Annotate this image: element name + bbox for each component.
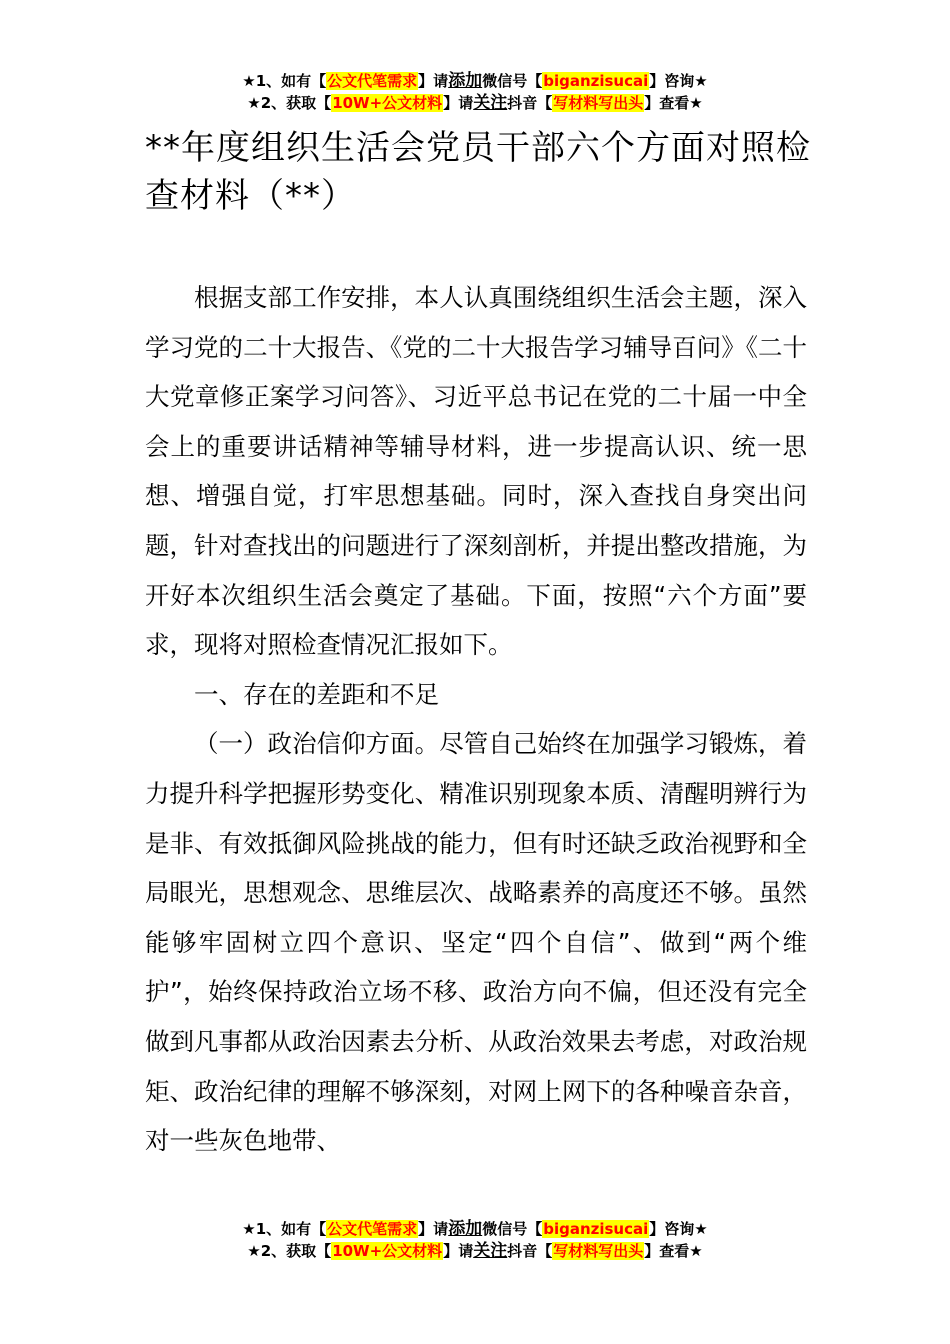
promo-text: 】请 <box>443 1242 474 1260</box>
document-title: **年度组织生活会党员干部六个方面对照检查材料（**） <box>145 128 811 216</box>
promo-highlight: biganzisucai <box>543 1220 649 1238</box>
promo-text: ★1、如有【 <box>242 72 327 90</box>
section-heading: 一、存在的差距和不足 <box>194 679 439 709</box>
promo-text: 】咨询★ <box>649 72 708 90</box>
promo-line-1 <box>0 70 950 92</box>
promo-underline: 添加 <box>448 1219 483 1239</box>
promo-underline: 添加 <box>448 71 483 91</box>
promo-highlight: biganzisucai <box>543 72 649 90</box>
promo-text: ★1、如有【 <box>242 1220 327 1238</box>
promo-highlight: 10W+公文材料 <box>332 94 443 112</box>
promo-text: ★2、获取【 <box>247 94 332 112</box>
promo-highlight: 写材料写出头 <box>553 94 644 112</box>
promo-text: 抖音【 <box>507 94 553 112</box>
paragraph-intro: 根据支部工作安排，本人认真围绕组织生活会主题，深入学习党的二十大报告、《党的二十大报告学习辅导百问》《二十大党章修正案学习问答》、习近平总书记在党的二十届一中全会上的重要讲话精神等辅导材料，进一步提高认识、统一思想、增强自觉，打牢思想基础。同时，深入查找自身突出问题，针对查找出的问题进行了深刻剖析，并提出整改措施，为开好本次组织生活会奠定了基础。下面，按照“六个方面”要求，现将对照检查情况汇报如下。 <box>145 283 807 660</box>
promo-highlight: 写材料写出头 <box>553 1242 644 1260</box>
promo-line-2 <box>0 92 950 114</box>
document-body <box>145 273 807 1166</box>
promo-text: 微信号【 <box>482 72 543 90</box>
promo-header <box>0 70 950 114</box>
promo-highlight: 公文代笔需求 <box>327 1220 418 1238</box>
promo-highlight: 10W+公文材料 <box>332 1242 443 1260</box>
promo-text: 微信号【 <box>482 1220 543 1238</box>
promo-line-1 <box>0 1218 950 1240</box>
promo-line-2 <box>0 1240 950 1262</box>
promo-highlight: 公文代笔需求 <box>327 72 418 90</box>
promo-text: 】请 <box>443 94 474 112</box>
promo-text: 】请 <box>418 72 449 90</box>
promo-footer <box>0 1218 950 1262</box>
paragraph-political-belief: （一）政治信仰方面。尽管自己始终在加强学习锻炼，着力提升科学把握形势变化、精准识别现象本质、清醒明辨行为是非、有效抵御风险挑战的能力，但有时还缺乏政治视野和全局眼光，思想观念、思维层次、战略素养的高度还不够。虽然能够牢固树立四个意识、坚定“四个自信”、做到“两个维护”，始终保持政治立场不移、政治方向不偏，但还没有完全做到凡事都从政治因素去分析、从政治效果去考虑，对政治规矩、政治纪律的理解不够深刻，对网上网下的各种噪音杂音，对一些灰色地带、 <box>145 729 807 1156</box>
promo-text: 抖音【 <box>507 1242 553 1260</box>
promo-text: ★2、获取【 <box>247 1242 332 1260</box>
promo-underline: 关注 <box>473 93 508 113</box>
promo-text: 】请 <box>418 1220 449 1238</box>
promo-text: 】查看★ <box>644 1242 703 1260</box>
promo-underline: 关注 <box>473 1241 508 1261</box>
promo-text: 】咨询★ <box>649 1220 708 1238</box>
promo-text: 】查看★ <box>644 94 703 112</box>
